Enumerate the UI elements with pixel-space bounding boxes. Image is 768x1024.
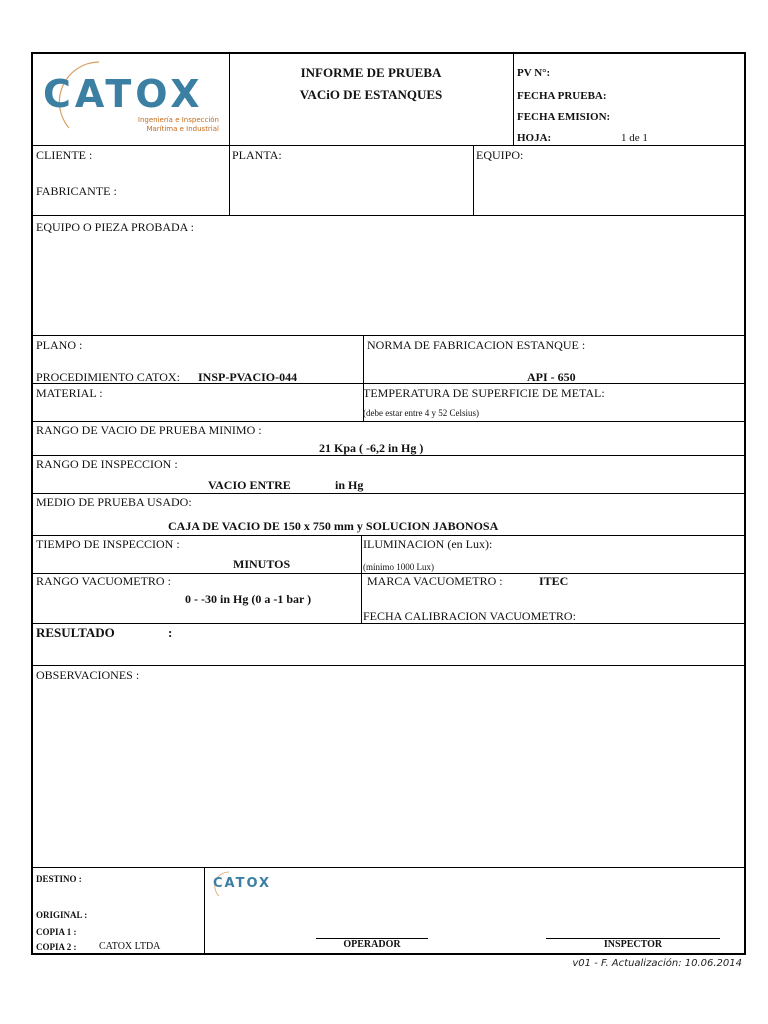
catox-logo	[39, 58, 219, 142]
hoja-label: HOJA:	[517, 132, 552, 144]
norma-label: NORMA DE FABRICACION ESTANQUE :	[367, 338, 586, 352]
footer-catox-logo	[211, 870, 291, 904]
divider	[513, 54, 514, 146]
procedimiento-label: PROCEDIMIENTO CATOX:	[36, 370, 180, 384]
equipment-row	[33, 216, 744, 336]
client-row	[33, 146, 744, 216]
marca-vacuometro-value: ITEC	[539, 574, 569, 588]
marca-vacuometro-label: MARCA VACUOMETRO :	[367, 574, 503, 588]
logo-tagline-1: Ingeniería e Inspección	[137, 116, 219, 124]
cliente-label: CLIENTE :	[36, 148, 93, 162]
version-note: v01 - F. Actualización: 10.06.2014	[572, 958, 742, 969]
rango-vacio-label: RANGO DE VACIO DE PRUEBA MINIMO :	[36, 423, 262, 437]
report-frame	[31, 52, 746, 955]
plano-label: PLANO :	[36, 338, 83, 352]
fabricante-label: FABRICANTE :	[36, 184, 117, 198]
destino-label: DESTINO :	[36, 874, 82, 884]
resultado-colon: :	[168, 625, 173, 640]
result-row	[33, 624, 744, 666]
divider	[204, 868, 205, 955]
in-hg-label: in Hg	[335, 478, 364, 492]
fecha-prueba-label: FECHA PRUEBA:	[517, 90, 607, 102]
logo-tagline-2: Marítima e Industrial	[146, 125, 219, 133]
material-label: MATERIAL :	[36, 386, 103, 400]
report-title-1: INFORME DE PRUEBA	[300, 65, 442, 80]
original-label: ORIGINAL :	[36, 910, 88, 920]
medio-prueba-value: CAJA DE VACIO DE 150 x 750 mm y SOLUCION JABONOSA	[168, 519, 499, 533]
temperatura-label: TEMPERATURA DE SUPERFICIE DE METAL:	[363, 386, 605, 400]
report-title-2: VACiO DE ESTANQUES	[299, 87, 443, 102]
norma-value: API - 650	[527, 370, 576, 384]
rango-inspeccion-label: RANGO DE INSPECCION :	[36, 457, 178, 471]
observations-row	[33, 666, 744, 868]
minutos-label: MINUTOS	[233, 557, 291, 571]
logo-wordmark: CATOX	[43, 72, 204, 116]
divider	[229, 146, 230, 216]
medio-prueba-label: MEDIO DE PRUEBA USADO:	[36, 495, 192, 509]
hoja-value: 1 de 1	[621, 132, 648, 144]
fecha-emision-label: FECHA EMISION:	[517, 111, 611, 123]
logo-tagline	[99, 116, 219, 134]
equipo-pieza-label: EQUIPO O PIEZA PROBADA :	[36, 220, 195, 234]
temperatura-note: (debe estar entre 4 y 52 Celsius)	[363, 408, 479, 418]
copia2-value: CATOX LTDA	[99, 941, 161, 952]
copia1-label: COPIA 1 :	[36, 927, 77, 937]
operador-label: OPERADOR	[343, 939, 401, 950]
rango-vacuometro-label: RANGO VACUOMETRO :	[36, 574, 171, 588]
pv-number-label: PV N°:	[517, 67, 551, 79]
rango-vacuometro-value: 0 - -30 in Hg (0 a -1 bar )	[185, 592, 312, 606]
observaciones-label: OBSERVACIONES :	[36, 668, 140, 682]
copia2-label: COPIA 2 :	[36, 942, 77, 952]
rango-vacio-value: 21 Kpa ( -6,2 in Hg )	[319, 441, 424, 455]
iluminacion-note: (mínimo 1000 Lux)	[363, 562, 434, 572]
footer-logo-wordmark: CATOX	[213, 876, 272, 891]
procedimiento-value: INSP-PVACIO-044	[198, 370, 298, 384]
iluminacion-label: ILUMINACION (en Lux):	[363, 537, 493, 551]
fecha-calibracion-label: FECHA CALIBRACION VACUOMETRO:	[363, 609, 576, 623]
inspector-label: INSPECTOR	[603, 939, 663, 950]
vacio-entre-label: VACIO ENTRE	[208, 478, 291, 492]
resultado-label: RESULTADO	[36, 625, 115, 640]
equipo-label: EQUIPO:	[476, 148, 524, 162]
planta-label: PLANTA:	[232, 148, 282, 162]
divider	[473, 146, 474, 216]
tiempo-inspeccion-label: TIEMPO DE INSPECCION :	[36, 537, 180, 551]
